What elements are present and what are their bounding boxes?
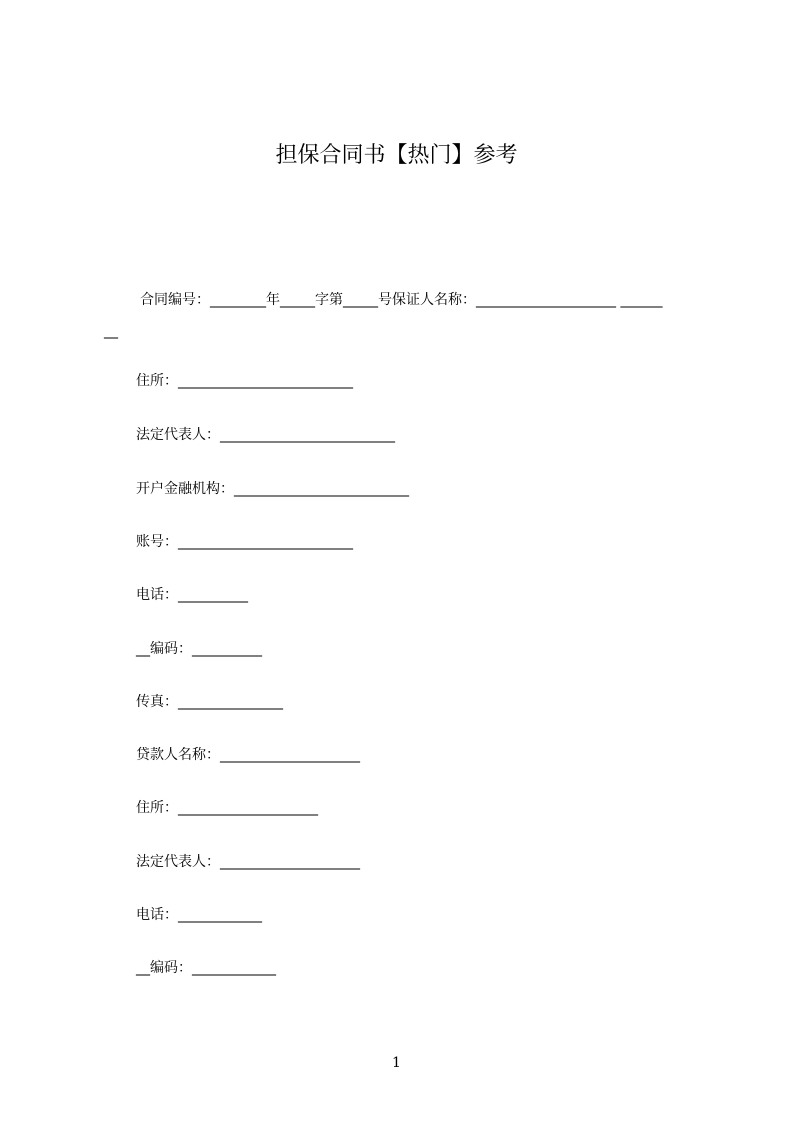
- document-title: 担保合同书【热门】参考: [275, 143, 518, 168]
- lender-address-field: 住所：____________________: [136, 800, 318, 816]
- contract-number-line-continued: __: [104, 323, 118, 339]
- guarantor-bank-field: 开户金融机构：_________________________: [136, 481, 409, 497]
- guarantor-legal-representative-field: 法定代表人：_________________________: [136, 427, 395, 443]
- guarantor-fax-field: 传真：_______________: [136, 694, 283, 710]
- lender-postcode-field: __编码：____________: [136, 960, 276, 976]
- guarantor-account-field: 账号：_________________________: [136, 534, 353, 550]
- lender-name-field: 贷款人名称：____________________: [136, 747, 360, 763]
- guarantor-phone-field: 电话：__________: [136, 587, 248, 603]
- page-number: 1: [392, 1055, 401, 1071]
- guarantor-postcode-field: __编码：__________: [136, 641, 262, 657]
- guarantor-address-field: 住所：_________________________: [136, 373, 353, 389]
- contract-number-line: 合同编号：________年_____字第_____号保证人名称：____________________ ______: [140, 292, 663, 308]
- lender-legal-representative-field: 法定代表人：____________________: [136, 854, 360, 870]
- lender-phone-field: 电话：____________: [136, 907, 262, 923]
